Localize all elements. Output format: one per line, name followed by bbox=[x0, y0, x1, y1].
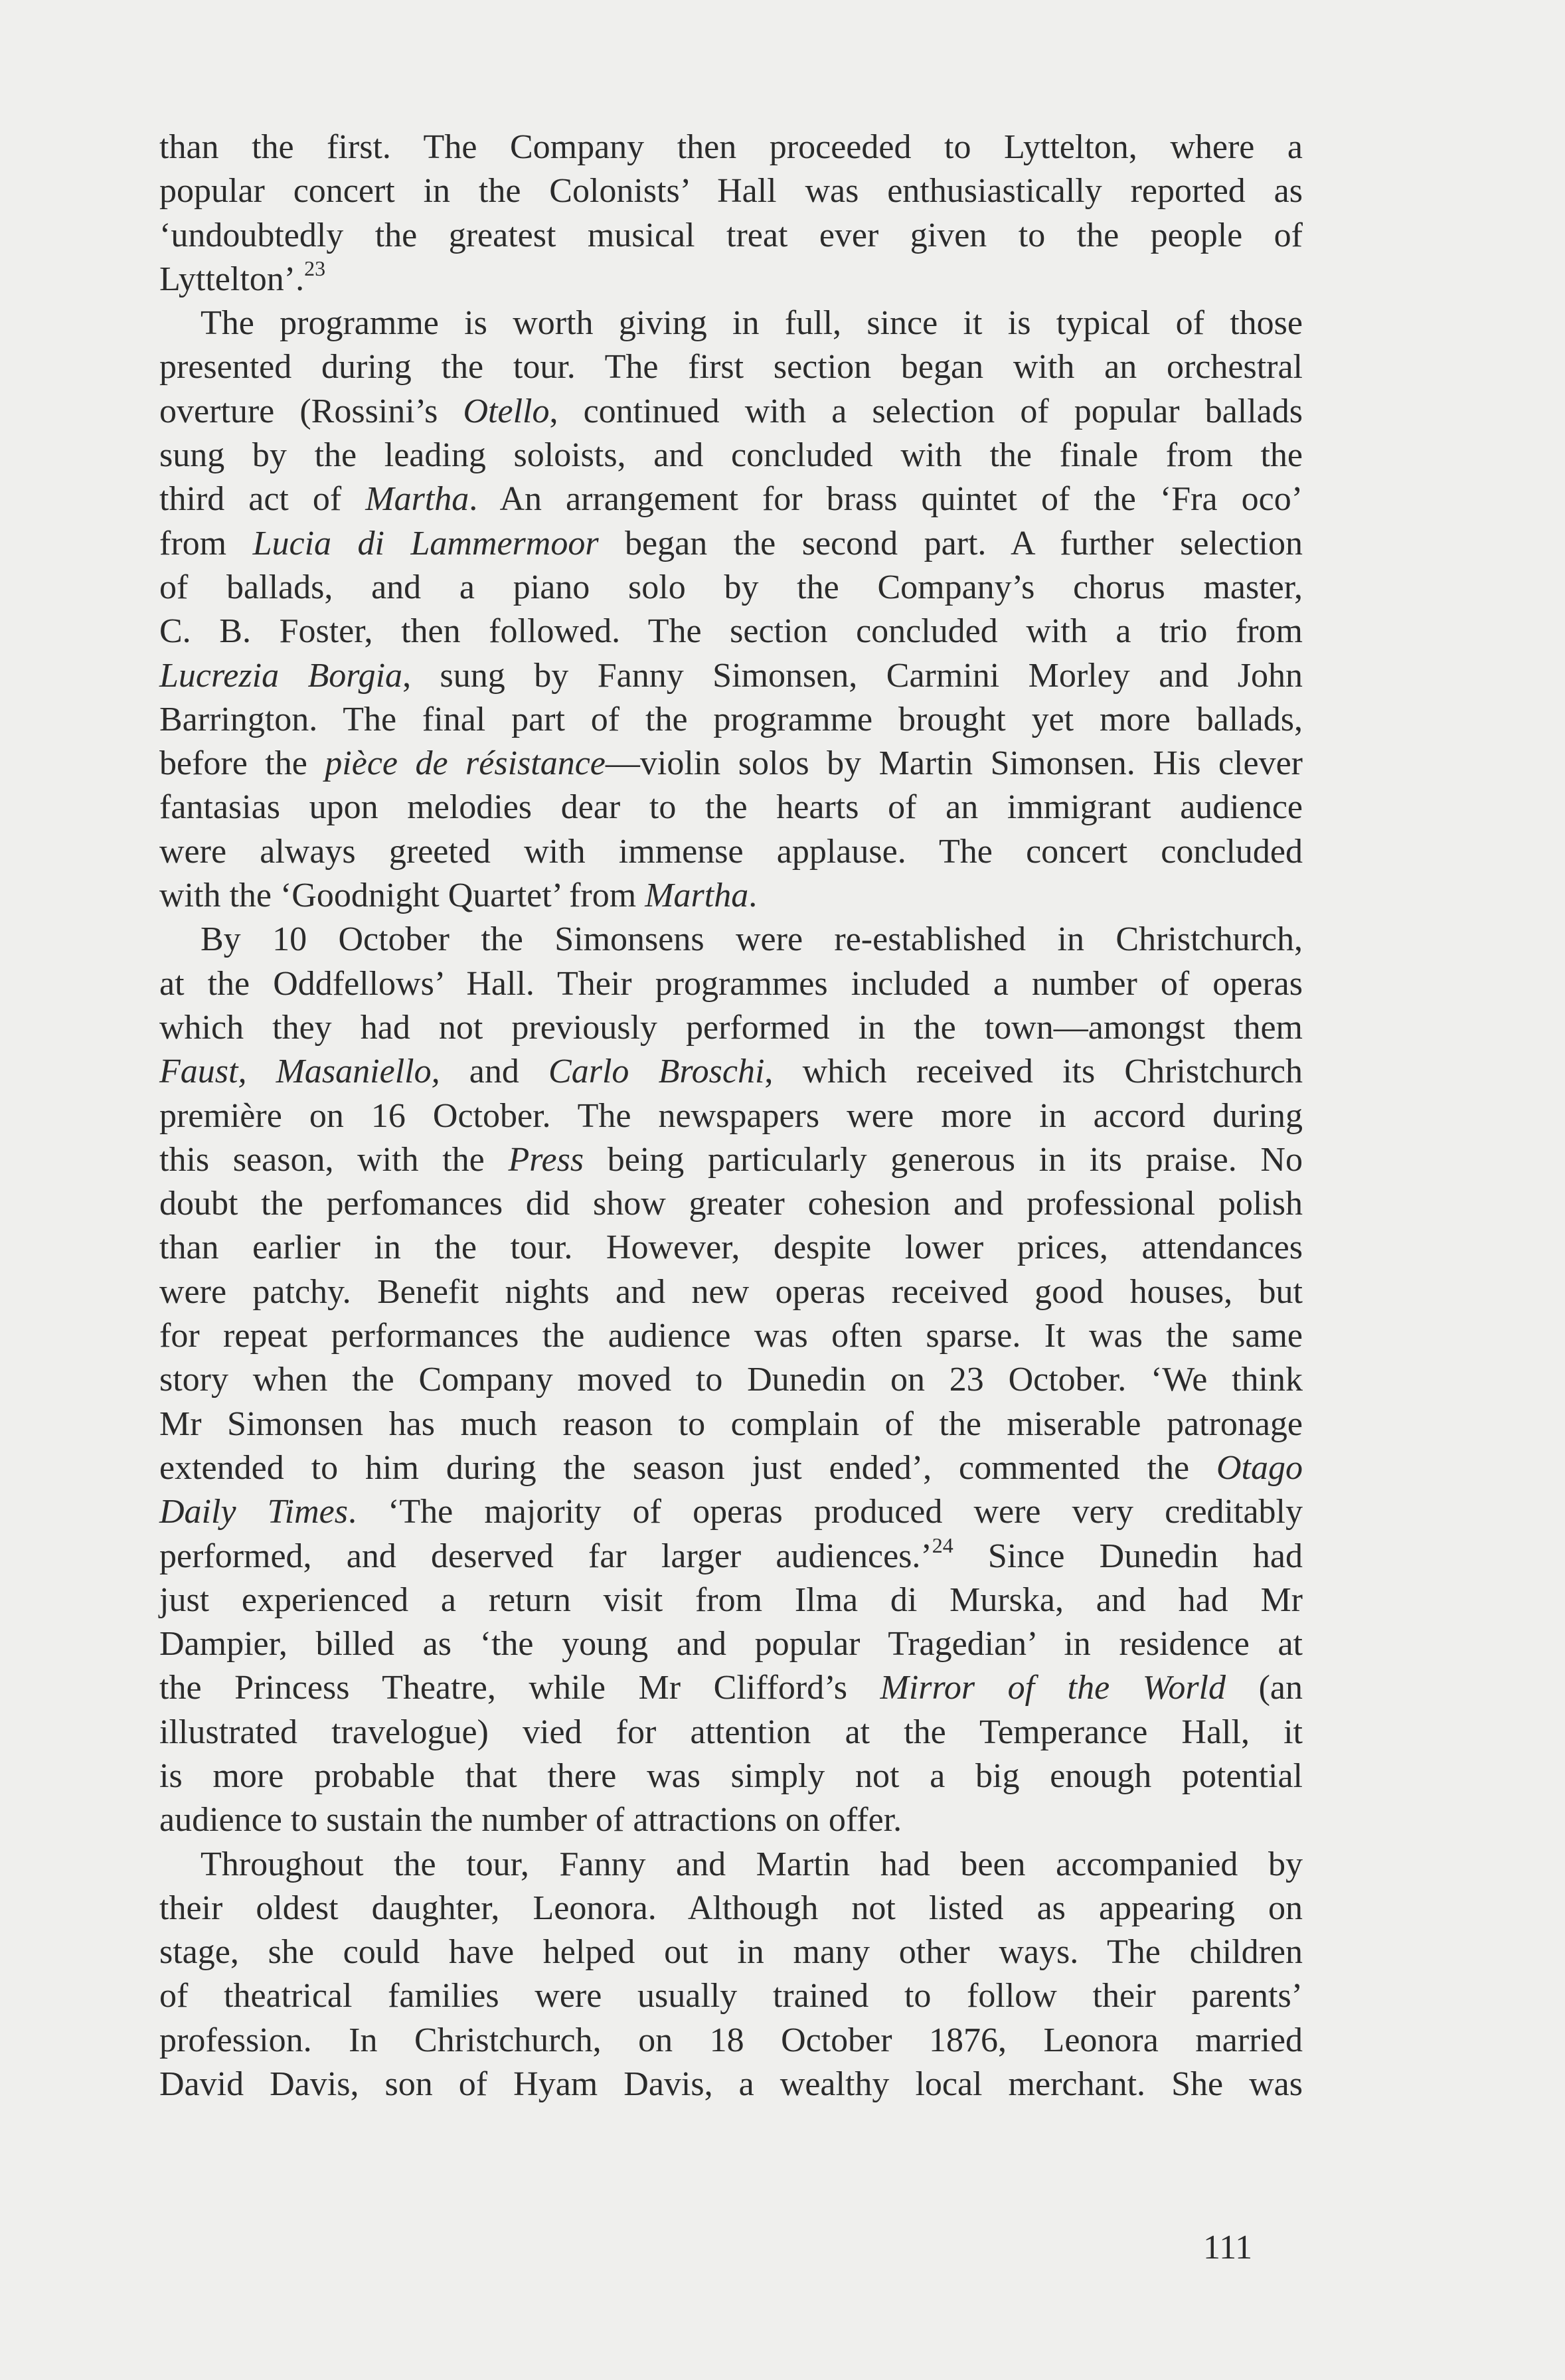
italic-title: Otello bbox=[463, 392, 550, 430]
text-run: the Princess Theatre, while Mr Clifford’s bbox=[159, 1669, 880, 1707]
text-run: The programme is worth giving in full, since it is typical of those bbox=[201, 304, 1303, 343]
text-run: began the second part. A further selection bbox=[598, 524, 1303, 562]
text-line bbox=[159, 698, 1303, 742]
italic-title: Daily Times bbox=[159, 1493, 348, 1531]
text-run: . ‘The majority of operas produced were very creditably bbox=[348, 1493, 1303, 1531]
italic-title: Martha bbox=[645, 877, 749, 915]
text-run: Dampier, billed as ‘the young and popular Tragedian’ in residence at bbox=[159, 1625, 1303, 1663]
text-run: their oldest daughter, Leonora. Although not listed as appearing on bbox=[159, 1889, 1303, 1927]
text-line bbox=[159, 1490, 1303, 1534]
italic-title: Press bbox=[508, 1140, 584, 1179]
text-line bbox=[159, 610, 1303, 653]
text-run: is more probable that there was simply not a big enough potential bbox=[159, 1756, 1303, 1795]
text-line bbox=[159, 1666, 1303, 1710]
text-run: third act of bbox=[159, 480, 366, 519]
footnote-marker: 24 bbox=[932, 1533, 953, 1557]
text-line bbox=[159, 1446, 1303, 1490]
text-run: for repeat performances the audience was often sparse. It was the same bbox=[159, 1317, 1303, 1355]
italic-title: Martha bbox=[365, 480, 469, 519]
text-run: première on 16 October. The newspapers were more in accord during bbox=[159, 1096, 1303, 1135]
text-run: at the Oddfellows’ Hall. Their programmes included a number of operas bbox=[159, 964, 1303, 1003]
italic-title: Lucrezia Borgia bbox=[159, 656, 403, 695]
text-run: doubt the perfomances did show greater cohesion and professional polish bbox=[159, 1185, 1303, 1223]
text-line bbox=[159, 1314, 1303, 1358]
text-line bbox=[159, 1138, 1303, 1182]
text-line bbox=[159, 1711, 1303, 1754]
text-run: than earlier in the tour. However, despite lower prices, attendances bbox=[159, 1229, 1303, 1267]
italic-title: Faust, Masaniello, bbox=[159, 1053, 440, 1091]
text-run: and bbox=[440, 1053, 549, 1091]
text-run: just experienced a return visit from Ilma di Murska, and had Mr bbox=[159, 1580, 1303, 1619]
text-run: being particularly generous in its praise. No bbox=[584, 1140, 1303, 1179]
italic-title: Otago bbox=[1216, 1448, 1303, 1487]
italic-title: Carlo Broschi bbox=[548, 1053, 765, 1091]
text-line bbox=[159, 1930, 1303, 1974]
text-run: Lyttelton’. bbox=[159, 260, 305, 298]
text-line bbox=[159, 214, 1303, 258]
italic-title: Mirror of the World bbox=[880, 1669, 1226, 1707]
text-run: , continued with a selection of popular ballads bbox=[549, 392, 1303, 430]
page-number: 111 bbox=[1203, 2229, 1253, 2266]
text-run: than the first. The Company then proceeded to Lyttelton, where a bbox=[159, 128, 1303, 166]
text-line bbox=[159, 1358, 1303, 1402]
text-run: , which received its Christchurch bbox=[764, 1053, 1303, 1091]
text-line bbox=[159, 1270, 1303, 1314]
text-run: (an bbox=[1226, 1669, 1303, 1707]
text-line bbox=[159, 962, 1303, 1006]
text-run: Since Dunedin had bbox=[953, 1537, 1303, 1575]
text-run: fantasias upon melodies dear to the hearts of an immigrant audience bbox=[159, 788, 1303, 827]
text-run: Throughout the tour, Fanny and Martin had been accompanied by bbox=[201, 1845, 1303, 1883]
text-run: were patchy. Benefit nights and new operas received good houses, but bbox=[159, 1272, 1303, 1311]
text-line bbox=[159, 1535, 1303, 1578]
text-run: before the bbox=[159, 744, 325, 783]
text-line bbox=[159, 434, 1303, 477]
text-run: stage, she could have helped out in many other ways. The children bbox=[159, 1933, 1303, 1972]
text-line bbox=[159, 786, 1303, 829]
text-line bbox=[159, 258, 1303, 301]
text-line bbox=[159, 1094, 1303, 1138]
text-run: audience to sustain the number of attractions on offer. bbox=[159, 1801, 902, 1839]
text-line bbox=[159, 1182, 1303, 1226]
text-run: with the ‘Goodnight Quartet’ from bbox=[159, 877, 645, 915]
footnote-marker: 23 bbox=[304, 256, 326, 280]
text-line bbox=[159, 566, 1303, 610]
text-line bbox=[159, 1050, 1303, 1094]
text-line bbox=[159, 390, 1303, 434]
text-line bbox=[159, 1006, 1303, 1050]
text-run: illustrated travelogue) vied for attention at the Temperance Hall, it bbox=[159, 1713, 1303, 1751]
text-line bbox=[159, 874, 1303, 918]
text-run: from bbox=[159, 524, 253, 562]
text-line bbox=[159, 1578, 1303, 1622]
text-line bbox=[159, 1754, 1303, 1798]
text-line bbox=[159, 830, 1303, 874]
text-line bbox=[159, 126, 1303, 169]
body-text bbox=[159, 126, 1303, 2106]
text-line bbox=[159, 1402, 1303, 1446]
text-run: of theatrical families were usually trained to follow their parents’ bbox=[159, 1977, 1303, 2015]
text-line bbox=[159, 1887, 1303, 1930]
text-run: C. B. Foster, then followed. The section concluded with a trio from bbox=[159, 612, 1303, 651]
text-line bbox=[159, 654, 1303, 698]
text-run: story when the Company moved to Dunedin on 23 October. ‘We think bbox=[159, 1361, 1303, 1399]
text-line bbox=[159, 522, 1303, 566]
text-run: By 10 October the Simonsens were re-established in Christchurch, bbox=[201, 920, 1303, 959]
text-run: extended to him during the season just ended’, commented the bbox=[159, 1448, 1216, 1487]
text-run: presented during the tour. The first section began with an orchestral bbox=[159, 348, 1303, 386]
text-run: profession. In Christchurch, on 18 October 1876, Leonora married bbox=[159, 2021, 1303, 2059]
italic-title: Lucia di Lammermoor bbox=[252, 524, 599, 562]
text-line bbox=[159, 2063, 1303, 2106]
text-run: popular concert in the Colonists’ Hall was enthusiastically reported as bbox=[159, 172, 1303, 211]
text-run: —violin solos by Martin Simonsen. His clever bbox=[605, 744, 1303, 783]
text-line bbox=[159, 742, 1303, 786]
text-line bbox=[159, 1843, 1303, 1887]
text-run: were always greeted with immense applause. The concert concluded bbox=[159, 832, 1303, 871]
text-line bbox=[159, 2019, 1303, 2063]
text-run: . bbox=[748, 877, 758, 915]
text-run: . An arrangement for brass quintet of the ‘Fra oco’ bbox=[469, 480, 1303, 519]
text-line bbox=[159, 1974, 1303, 2018]
text-run: performed, and deserved far larger audiences.’ bbox=[159, 1537, 932, 1575]
text-run: Mr Simonsen has much reason to complain of the miserable patronage bbox=[159, 1404, 1303, 1443]
text-line bbox=[159, 1226, 1303, 1270]
text-run: overture (Rossini’s bbox=[159, 392, 463, 430]
text-line bbox=[159, 477, 1303, 521]
text-run: which they had not previously performed in the town—amongst them bbox=[159, 1008, 1303, 1047]
text-line bbox=[159, 1622, 1303, 1666]
text-run: , sung by Fanny Simonsen, Carmini Morley and John bbox=[402, 656, 1303, 695]
text-run: David Davis, son of Hyam Davis, a wealthy local merchant. She was bbox=[159, 2065, 1303, 2104]
text-line bbox=[159, 301, 1303, 345]
text-line bbox=[159, 345, 1303, 389]
text-line bbox=[159, 169, 1303, 213]
text-run: of ballads, and a piano solo by the Company’s chorus master, bbox=[159, 568, 1303, 606]
text-run: Barrington. The final part of the programme brought yet more ballads, bbox=[159, 700, 1303, 738]
text-line bbox=[159, 1798, 1303, 1842]
text-run: this season, with the bbox=[159, 1140, 509, 1179]
text-run: ‘undoubtedly the greatest musical treat ever given to the people of bbox=[159, 216, 1303, 254]
text-line bbox=[159, 918, 1303, 962]
text-run: sung by the leading soloists, and concluded with the finale from the bbox=[159, 436, 1303, 475]
italic-title: pièce de résistance bbox=[325, 744, 606, 783]
